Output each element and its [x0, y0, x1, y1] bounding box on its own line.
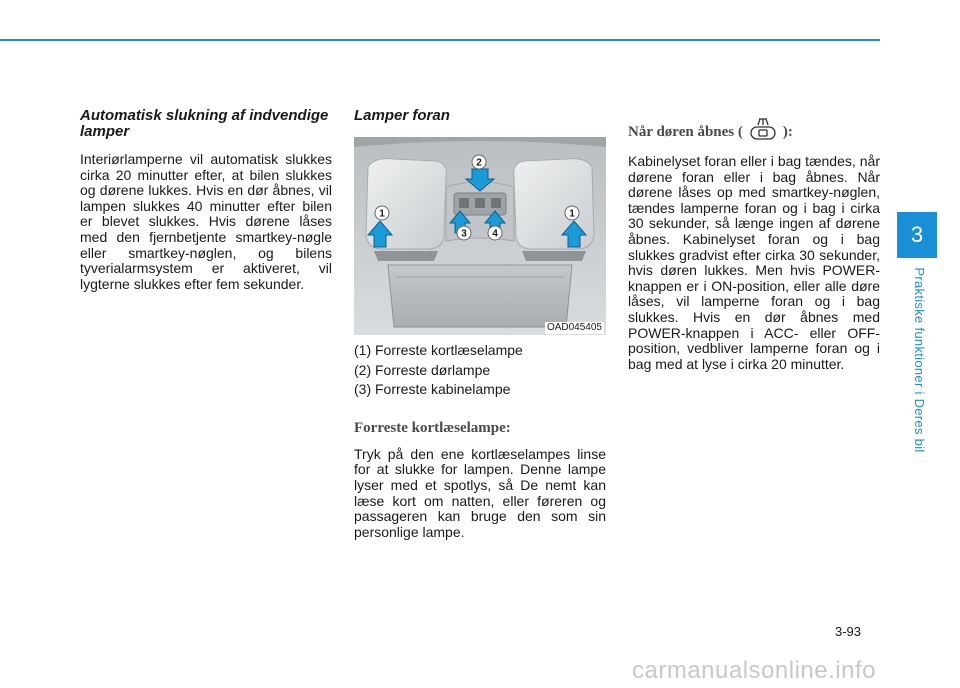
chapter-title: Praktiske funktioner i Deres bil: [912, 267, 927, 453]
subheading-map-lamp: Forreste kortlæselampe:: [354, 419, 511, 436]
section-heading-front-lamps: Lamper foran: [354, 107, 450, 124]
callout-4: 4: [492, 228, 498, 240]
callout-2: 2: [476, 157, 482, 169]
overhead-console-illustration: [354, 137, 606, 335]
page-number: 3-93: [835, 624, 862, 639]
section-heading-door-open: [628, 118, 880, 142]
door-lamp-icon: [747, 118, 779, 142]
section-heading-auto-off: Automatisk slukning af indvendige lamper: [80, 107, 329, 140]
watermark: carmanualsonline.info: [632, 657, 876, 684]
column-auto-off: [80, 108, 332, 292]
legend-item: (2) Forreste dørlampe: [354, 361, 491, 378]
heading-text-before: Når døren åbnes (: [628, 124, 743, 140]
callout-1-right: 1: [569, 208, 575, 220]
callout-1-left: 1: [379, 208, 385, 220]
chapter-number: 3: [910, 222, 924, 247]
map-lamp-paragraph: Tryk på den ene kortlæselampes linse for at slukke for lampen. Denne lampe lyser med et spotlys, så De nemt kan læse kort om natten, eller føreren og passageren kan bruge den som sin personlige lampe.: [354, 445, 606, 540]
legend-item: (1) Forreste kortlæselampe: [354, 342, 523, 358]
column-front-lamps: [354, 108, 606, 540]
auto-off-paragraph: Interiørlamperne vil automatisk slukkes cirka 20 minutter efter, at bilen slukkes og dørene lukkes. Hvis en dør åbnes, vil lampen slukkes 40 minutter efter bilen er blevet slukkes. Hvis dørene låses med den fjernbetjente smartkey-nøgle eller smartkey-nøglen, og bilens tyverialarmsystem er aktiveret, vil lygterne slukkes efter fem sekunder.: [80, 151, 332, 292]
legend-item: (3) Forreste kabinelampe: [354, 381, 511, 398]
door-open-paragraph: Kabinelyset foran eller i bag tændes, når dørene foran eller i bag åbnes. Når dørene låses op med smartkey-nøglen, tændes lamperne foran og i bag i cirka 30 sekunder, så længe ingen af dørene åbnes. Kabinelyset foran og i bag slukkes gradvist efter cirka 30 sekunder, hvis døren lukkes. Men hvis POWER-knappen er i ON-position, eller alle døre låses, vil lamperne foran og i bag slukkes. Hvis en dør åbnes med POWER-knappen i ACC- eller OFF-position, vedbliver lamperne foran og i bag med at lyse i cirka 20 minutter.: [628, 153, 880, 372]
callout-3: 3: [461, 228, 467, 240]
figure-code: OAD045405: [546, 322, 602, 333]
heading-text-after: ):: [782, 124, 793, 140]
header-rule: [0, 39, 880, 41]
overhead-console-photo: [354, 137, 606, 335]
column-door-open: [628, 118, 880, 372]
